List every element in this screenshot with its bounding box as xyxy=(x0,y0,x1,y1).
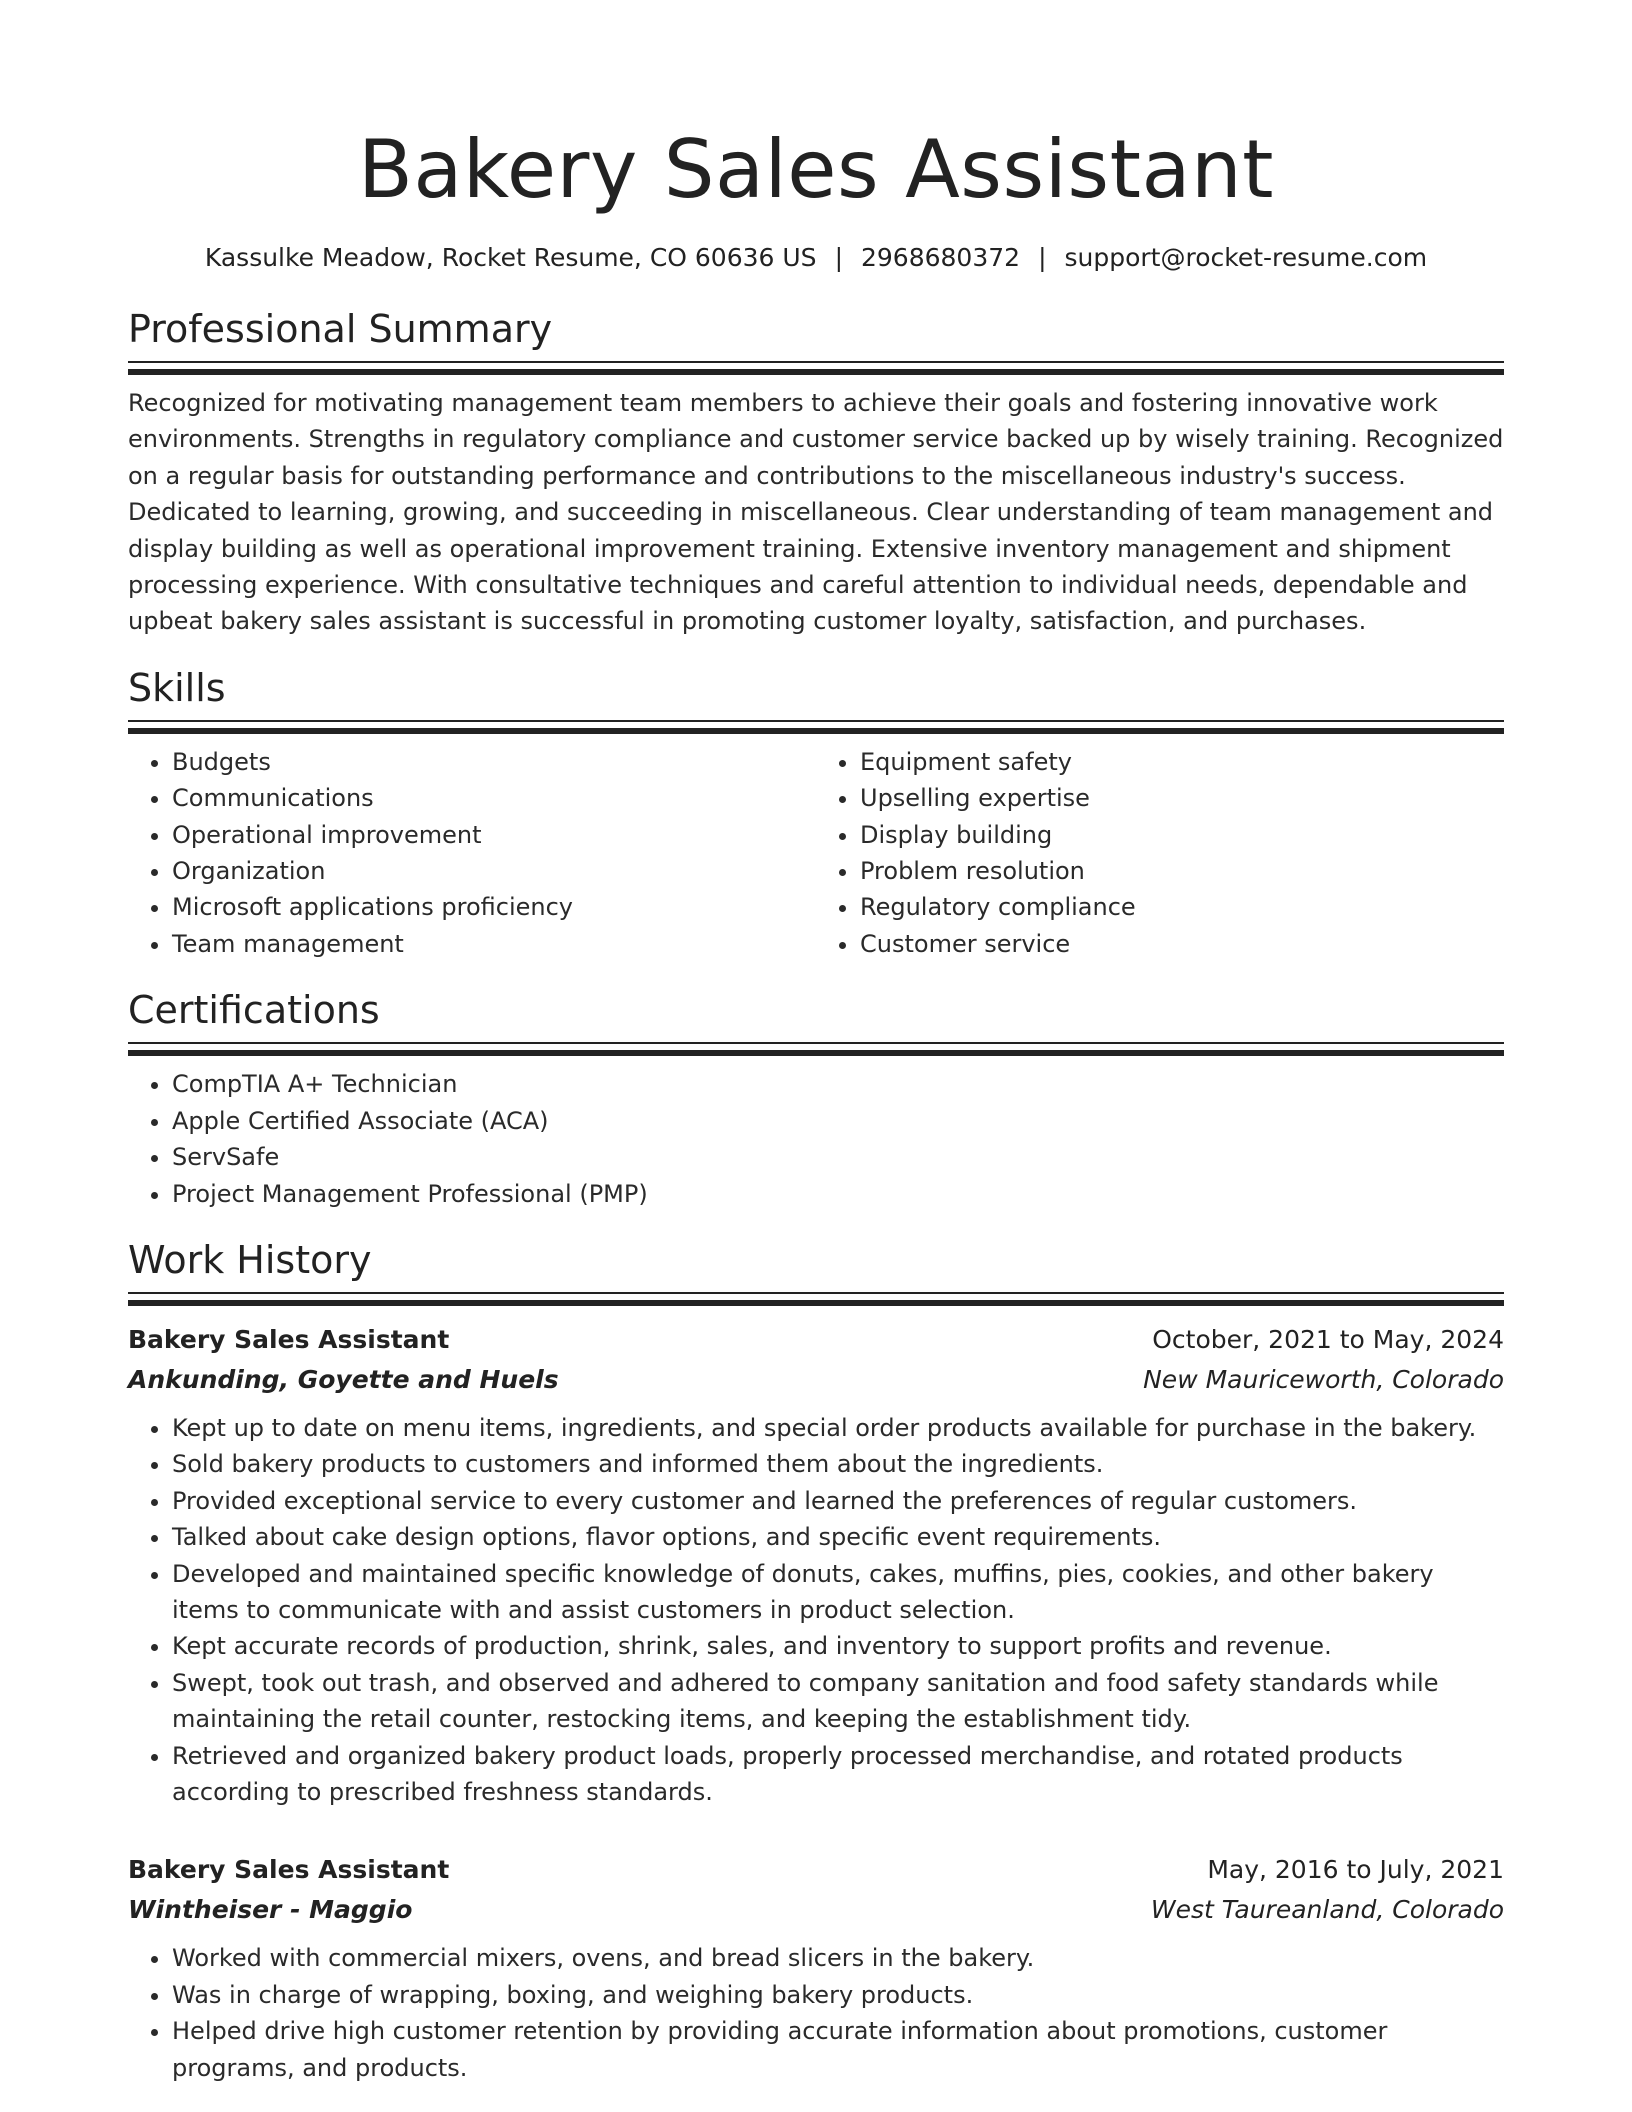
job-bullet: • Kept accurate records of production, shrink, sales, and inventory to support profits and revenue. xyxy=(172,1628,1504,1664)
job-bullet: • Sold bakery products to customers and informed them about the ingredients. xyxy=(172,1446,1504,1482)
skills-list-right xyxy=(816,744,1504,962)
job-company: Ankunding, Goyette and Huels xyxy=(128,1364,559,1394)
summary-text: Recognized for motivating management team members to achieve their goals and fostering innovative work environments. Strengths in regulatory compliance and customer service backed up by wisely training. Recognized on a regular basis for outstanding performance and contributions to the miscellaneous industry's success. Dedicated to learning, growing, and succeeding in miscellaneous. Clear understanding of team management and display building as well as operational improvement training. Extensive inventory management and shipment processing experience. With consultative techniques and careful attention to individual needs, dependable and upbeat bakery sales assistant is successful in promoting customer loyalty, satisfaction, and purchases. xyxy=(128,389,1504,636)
skill-item: • Microsoft applications proficiency xyxy=(172,889,816,925)
certification-item: • ServSafe xyxy=(172,1139,1504,1175)
summary-heading: Professional Summary xyxy=(128,307,553,351)
job-company-row xyxy=(128,1890,1504,1930)
contact-separator: | xyxy=(1038,243,1047,272)
skill-item: • Team management xyxy=(172,926,816,962)
job-bullet: • Developed and maintained specific knowledge of donuts, cakes, muffins, pies, cookies, and other bakery items to communicate with and assist customers in product selection. xyxy=(172,1556,1504,1629)
summary-section xyxy=(128,305,1504,640)
job-location: New Mauriceworth, Colorado xyxy=(1143,1364,1504,1394)
certifications-heading: Certifications xyxy=(128,988,380,1033)
skill-item: • Problem resolution xyxy=(860,853,1504,889)
certifications-list xyxy=(128,1066,1504,1212)
resume-name: Bakery Sales Assistant xyxy=(357,123,1275,216)
skills-heading: Skills xyxy=(128,665,226,710)
job-bullet: • Talked about cake design options, flavor options, and specific event requirements. xyxy=(172,1519,1504,1555)
job-bullet: • Provided exceptional service to every customer and learned the preferences of regular customers. xyxy=(172,1483,1504,1519)
skill-item: • Customer service xyxy=(860,926,1504,962)
job-dates: May, 2016 to July, 2021 xyxy=(1207,1855,1504,1885)
job-title: Bakery Sales Assistant xyxy=(128,1855,450,1885)
section-divider xyxy=(128,1292,1504,1306)
certification-item: • Apple Certified Associate (ACA) xyxy=(172,1103,1504,1139)
skill-item: • Equipment safety xyxy=(860,744,1504,780)
certification-item: • CompTIA A+ Technician xyxy=(172,1066,1504,1102)
skill-item: • Budgets xyxy=(172,744,816,780)
job-header-row xyxy=(128,1320,1504,1360)
section-divider xyxy=(128,720,1504,734)
contact-email: support@rocket-resume.com xyxy=(1064,243,1428,272)
skill-item: • Display building xyxy=(860,817,1504,853)
contact-address: Kassulke Meadow, Rocket Resume, CO 60636 US xyxy=(204,243,817,272)
job-bullets xyxy=(128,1940,1504,2086)
skill-item: • Regulatory compliance xyxy=(860,889,1504,925)
job-bullet: • Kept up to date on menu items, ingredients, and special order products available for purchase in the bakery. xyxy=(172,1410,1504,1446)
job-bullet: • Helped drive high customer retention by providing accurate information about promotions, customer programs, and products. xyxy=(172,2013,1504,2086)
job-company: Wintheiser - Maggio xyxy=(128,1895,413,1925)
job-entry xyxy=(128,1320,1504,1810)
job-bullet: • Worked with commercial mixers, ovens, and bread slicers in the bakery. xyxy=(172,1940,1504,1976)
job-location: West Taureanland, Colorado xyxy=(1150,1895,1504,1925)
skills-section xyxy=(128,664,1504,962)
work-history-section xyxy=(128,1236,1504,2086)
contact-phone: 2968680372 xyxy=(861,243,1021,272)
skill-item: • Communications xyxy=(172,780,816,816)
job-bullet: • Was in charge of wrapping, boxing, and weighing bakery products. xyxy=(172,1977,1504,2013)
section-divider xyxy=(128,361,1504,375)
job-dates: October, 2021 to May, 2024 xyxy=(1152,1324,1504,1354)
work-history-heading: Work History xyxy=(128,1237,372,1282)
skills-grid xyxy=(128,744,1504,962)
skill-item: • Operational improvement xyxy=(172,817,816,853)
contact-line xyxy=(128,241,1504,275)
skill-item: • Upselling expertise xyxy=(860,780,1504,816)
job-bullet: • Swept, took out trash, and observed and adhered to company sanitation and food safety standards while maintaining the retail counter, restocking items, and keeping the establishment tidy. xyxy=(172,1665,1504,1738)
section-divider xyxy=(128,1042,1504,1056)
certification-item: • Project Management Professional (PMP) xyxy=(172,1176,1504,1212)
job-company-row xyxy=(128,1360,1504,1400)
certifications-section xyxy=(128,986,1504,1212)
job-bullet: • Retrieved and organized bakery product loads, properly processed merchandise, and rotated products according to prescribed freshness standards. xyxy=(172,1738,1504,1811)
skills-list-left xyxy=(128,744,816,962)
contact-separator: | xyxy=(834,243,843,272)
job-header-row xyxy=(128,1850,1504,1890)
job-title: Bakery Sales Assistant xyxy=(128,1324,450,1354)
job-bullets xyxy=(128,1410,1504,1810)
job-entry xyxy=(128,1850,1504,2086)
skill-item: • Organization xyxy=(172,853,816,889)
